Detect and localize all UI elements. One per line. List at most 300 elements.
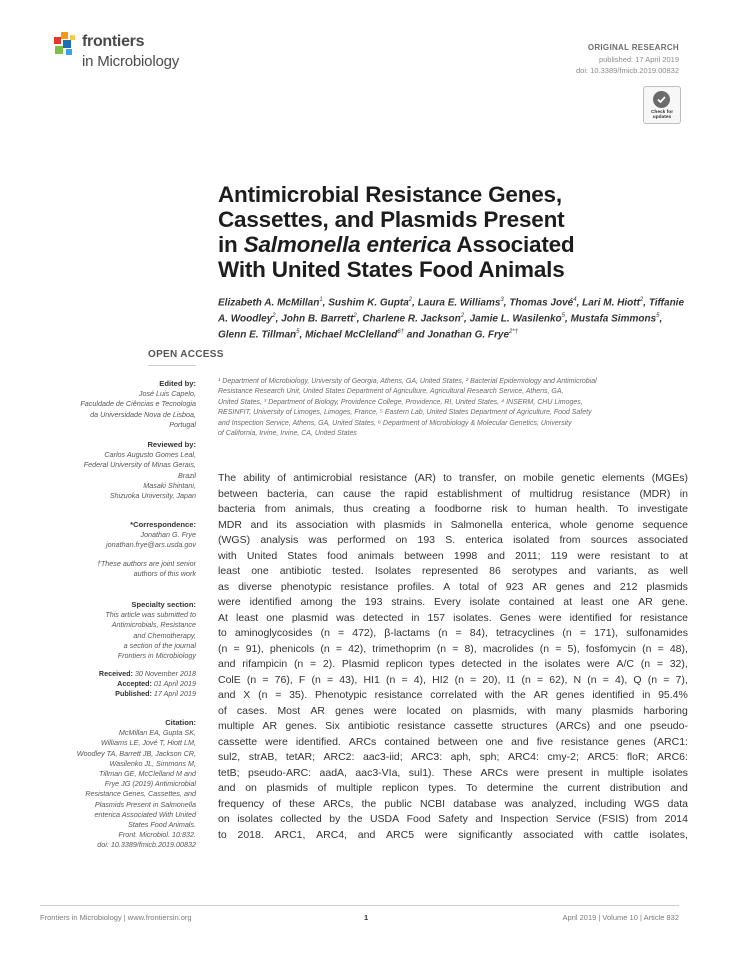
abstract-word: (AR): [414, 472, 436, 484]
abstract-word: isolates: [237, 813, 273, 825]
abstract-word: phenotypic: [280, 580, 332, 593]
abstract-word: phenicols: [269, 642, 315, 655]
abstract-word: antibiotic: [348, 720, 390, 732]
accepted-label: Accepted:: [117, 679, 152, 689]
abstract-word: genome: [595, 518, 634, 531]
abstract-word: pseudo-ARC:: [248, 766, 312, 779]
abstract-line: [218, 564, 688, 580]
published-value: 17 April 2019: [153, 689, 196, 699]
abstract-word: 32),: [669, 658, 688, 670]
abstract-word: resistance: [640, 611, 688, 624]
abstract-word: least: [218, 565, 241, 577]
author-name[interactable]: Jonathan G. Frye: [427, 328, 510, 340]
abstract-word: and: [593, 580, 611, 593]
frontiers-logo-icon: [52, 32, 78, 58]
abstract-word: (n: [521, 673, 531, 686]
editor-line: da Universidade Nova de Lisboa,: [90, 409, 196, 419]
abstract-word: plasmids: [646, 580, 688, 593]
abstract-word: correlated: [430, 689, 477, 701]
abstract-word: and: [357, 828, 376, 841]
affiliation-line: RESINFIT, University of Limoges, Limoges, France, ⁵ Eastern Lab, United States Department of Agriculture, Food Safety: [218, 409, 592, 417]
abstract-word: total: [459, 580, 480, 593]
abstract-word: cassette: [453, 720, 494, 732]
abstract-word: tetB;: [218, 766, 240, 779]
abstract-word: at: [679, 549, 688, 562]
abstract-word: resistance: [359, 472, 408, 484]
abstract-word: aadA,: [319, 766, 347, 779]
abstract-word: detected: [362, 611, 404, 624]
reviewer-line: Brazil: [178, 470, 196, 480]
abstract-word: (n: [218, 642, 228, 655]
abstract-word: sul2,: [218, 751, 241, 763]
abstract-word: profiles.: [397, 580, 435, 593]
abstract-word: States: [287, 549, 318, 562]
abstract-word: least: [580, 596, 604, 608]
abstract-word: =: [455, 627, 462, 639]
abstract-word: plasmids: [383, 518, 426, 531]
edited-by-block: [40, 379, 196, 430]
abstract-word: 91),: [245, 642, 264, 655]
abstract-word: diverse: [238, 580, 272, 593]
author-name[interactable]: Jamie L. Wasilenko: [469, 313, 562, 325]
dates-block: [40, 669, 196, 700]
abstract-word: whole: [559, 518, 588, 531]
abstract-word: creating: [372, 503, 411, 515]
abstract-word: multidrug: [529, 487, 573, 500]
abstract-word: one: [485, 735, 504, 748]
abstract-word: ARCs,: [323, 797, 354, 810]
abstract-word: between: [404, 549, 444, 562]
abstract-word: to: [516, 503, 526, 515]
abstract-word: 157: [427, 611, 446, 624]
abstract-word: 4),: [615, 673, 628, 686]
author-name[interactable]: Tiffanie A. Woodley: [218, 297, 685, 325]
brand-name: frontiers: [82, 33, 145, 50]
abstract-word: 119: [550, 549, 568, 562]
abstract-line: [218, 766, 688, 782]
abstract-word: distribution: [609, 782, 661, 794]
check-updates-label: Check for updates: [650, 110, 674, 120]
abstract-word: =: [310, 658, 317, 670]
abstract-word: establishment: [437, 487, 503, 500]
author-affiliation-marker: 2: [460, 312, 465, 319]
abstract-word: were: [577, 549, 601, 562]
abstract-word: its: [276, 518, 288, 531]
abstract-word: Food: [406, 813, 431, 825]
abstract-word: ARC5:: [587, 751, 619, 763]
abstract-word: AR: [310, 704, 325, 717]
abstract-word: multiple: [218, 720, 255, 732]
abstract-word: between: [437, 735, 478, 748]
abstract-word: and: [670, 782, 688, 794]
abstract-word: one: [251, 565, 269, 577]
abstract-word: and: [475, 813, 493, 825]
title-line: With United States Food Animals: [218, 257, 565, 282]
abstract-word: and: [487, 549, 505, 562]
abstract-word: (n: [647, 673, 658, 686]
abstract-word: isolates,: [649, 828, 688, 841]
specialty-line: Frontiers in Microbiology: [117, 651, 196, 661]
abstract-word: tetracyclines: [495, 627, 555, 639]
abstract-word: the: [543, 782, 558, 794]
abstract-word: 35).: [289, 689, 308, 701]
abstract-word: were: [586, 658, 610, 670]
abstract-word: can: [316, 487, 334, 500]
editor-line: Portugal: [169, 419, 196, 429]
abstract-word: genes: [555, 689, 585, 701]
abstract-word: floR;: [626, 751, 649, 763]
author-affiliation-marker: 5: [656, 312, 660, 319]
abstract-word: one: [611, 596, 630, 608]
abstract-word: enterica: [465, 534, 503, 546]
note-line: authors of this work: [133, 569, 196, 579]
abstract-word: antimicrobial: [293, 472, 353, 484]
abstract-word: Inspection: [500, 813, 549, 825]
abstract-word: sul1).: [408, 766, 435, 779]
abstract-line: [218, 688, 688, 704]
abstract-word: contained: [384, 735, 430, 748]
abstract-word: was: [504, 797, 524, 810]
abstract-word: aminoglycosides: [234, 627, 313, 639]
abstract-word: with: [356, 518, 376, 531]
abstract-word: on: [218, 813, 230, 825]
journal-logo[interactable]: [52, 30, 222, 78]
abstract-word: To: [466, 782, 478, 794]
specialty-line: Antimicrobials, Resistance: [111, 620, 196, 630]
abstract-word: ARC3:: [411, 751, 443, 763]
abstract-word: identified: [592, 689, 635, 701]
abstract-word: mobile: [522, 472, 554, 484]
abstract-word: 76),: [274, 673, 293, 686]
abstract-word: of: [317, 782, 327, 794]
abstract-word: 84),: [469, 627, 488, 639]
abstract-word: one: [624, 720, 642, 732]
abstract-word: present: [547, 766, 583, 779]
abstract-word: of: [511, 487, 521, 500]
abstract-line: [218, 611, 688, 627]
abstract-word: sequence: [642, 518, 688, 531]
author-name[interactable]: Glenn E. Tillman: [218, 328, 297, 340]
abstract-word: isolated: [513, 534, 550, 546]
author-affiliation-marker: 6†: [397, 328, 405, 335]
abstract-word: performed: [337, 534, 386, 546]
abstract-word: located: [406, 704, 441, 717]
abstract-word: among: [300, 596, 333, 608]
abstract-line: [218, 704, 688, 720]
author-affiliation-marker: 4: [573, 297, 577, 303]
abstract-word: (n: [454, 673, 464, 686]
abstract-word: =: [656, 658, 663, 670]
reviewer-line: Shizuoka University, Japan: [109, 491, 196, 501]
abstract-word: on: [395, 534, 408, 546]
abstract-word: 8),: [464, 642, 477, 655]
abstract-word: 62),: [549, 673, 568, 686]
citation-block: [40, 718, 196, 851]
author-name[interactable]: Thomas Jové: [509, 297, 574, 309]
doi-link[interactable]: doi: 10.3389/fmicb.2019.00832: [576, 66, 679, 75]
citation-line: enterica Associated With United: [94, 809, 196, 819]
abstract-word: cmy-2;: [547, 751, 579, 763]
abstract-word: and: [598, 720, 616, 732]
abstract-word: data: [667, 797, 688, 810]
author-affiliation-marker: 5: [561, 312, 566, 319]
abstract-word: elements: [602, 472, 645, 484]
abstract-word: AR: [532, 580, 547, 593]
abstract-word: variants,: [596, 565, 637, 577]
abstract-word: in: [642, 689, 651, 701]
abstract-word: USDA: [369, 813, 400, 825]
footer-volume-info: April 2019 | Volume 10 | Article 832: [562, 913, 679, 922]
author-name[interactable]: John B. Barrett: [281, 313, 354, 325]
abstract-word: cassette: [218, 735, 258, 748]
abstract-word: AR: [262, 720, 278, 732]
author-name[interactable]: Michael McClelland: [305, 328, 398, 340]
journal-name: in Microbiology: [82, 53, 180, 70]
abstract-word: AR: [638, 596, 653, 608]
abstract-word: =: [335, 642, 342, 655]
abstract-word: X: [243, 689, 251, 701]
received-label: Received:: [98, 669, 133, 678]
citation-line: Plasmids Present in Salmonella: [94, 799, 196, 809]
abstract-word: genes: [555, 580, 585, 593]
abstract-word: was: [336, 611, 355, 624]
author-affiliation-marker: 5: [296, 328, 300, 335]
author-name[interactable]: Mustafa Simmons: [570, 313, 657, 325]
abstract-line: [218, 642, 688, 658]
abstract-word: 48),: [669, 642, 688, 655]
abstract-word: ARC5: [386, 828, 415, 841]
abstract-word: tested.: [332, 565, 364, 577]
abstract-line: [218, 719, 688, 735]
abstract-word: ARC1,: [274, 828, 306, 841]
abstract-word: risk: [491, 503, 508, 515]
abstract-word: from: [559, 534, 581, 546]
abstract-word: ability: [243, 472, 271, 484]
abstract-word: analysis: [260, 534, 299, 546]
abstract-word: health.: [576, 503, 609, 515]
abstract-word: aac3-VIa,: [355, 766, 401, 779]
abstract-word: ARCs: [480, 766, 508, 779]
abstract-word: on: [504, 472, 516, 484]
affiliation-line: and Inspection Service, Athens, GA, United States, ⁶ Department of Microbiology & Molecular Genetics, University: [218, 419, 572, 427]
published-date-sidebar: [40, 689, 196, 699]
abstract-word: resistance: [374, 689, 423, 701]
reviewer-line[interactable]: Carlos Augusto Gomes Leal,: [104, 450, 196, 460]
abstract-word: with: [218, 549, 237, 562]
abstract-line: [218, 580, 688, 596]
abstract-word: in: [679, 487, 688, 500]
abstract-word: =: [262, 673, 269, 686]
abstract-word: resistance: [397, 720, 446, 732]
author-name[interactable]: Charlene R. Jackson: [362, 313, 461, 325]
abstract-word: =: [537, 673, 544, 686]
abstract-word: in: [433, 518, 443, 531]
title-species: Salmonella enterica: [243, 232, 452, 257]
reviewed-by-block: [40, 440, 196, 501]
abstract-word: isolate: [469, 596, 500, 608]
abstract-line: [218, 518, 688, 534]
specialty-heading: Specialty section:: [131, 600, 196, 609]
citation-line: Tillman GE, McClelland M and: [99, 769, 196, 779]
abstract-word: genes: [616, 735, 646, 748]
abstract-word: structures: [501, 720, 548, 732]
correspondence-block: [40, 520, 196, 551]
abstract-word: the: [361, 797, 377, 810]
abstract-word: in: [508, 658, 517, 670]
abstract-word: (n: [562, 627, 572, 639]
editor-line[interactable]: José Luis Capelo,: [138, 389, 196, 399]
abstract-word: were: [538, 611, 562, 624]
affiliations: [218, 377, 688, 439]
abstract-word: resistance: [340, 580, 389, 593]
abstract-word: =: [275, 689, 282, 701]
author-list: Elizabeth A. McMillan$^1$, Sushim K. Gupta$^2$, Laura E. Williams$^3$, Thomas Jové$^4$, Lari M. Hiott$^2$, Tiffanie A. Woodley$^2$, John B. Barrett$^2$, Charlene R. Jackson$^2$, Jamie L. Wasilenko$^5$, Mustafa Simmons$^5$, Glenn E. Tillman$^5$, Michael McClelland$^{6\dagger}$ and Jonathan G. Frye$^{2*\dagger}$: [218, 297, 685, 340]
abstract-word: on: [450, 704, 463, 717]
correspondence-heading: *Correspondence:: [130, 520, 196, 529]
abstract-line: [218, 797, 688, 813]
correspondence-name: Jonathan G. Frye: [140, 530, 196, 540]
abstract-word: =: [470, 673, 477, 686]
abstract-word: resistant: [610, 549, 651, 562]
abstract-word: in: [411, 611, 420, 624]
abstract-word: F: [298, 673, 306, 686]
abstract-word: To: [617, 503, 629, 515]
abstract-word: =: [602, 673, 609, 686]
abstract-word: from: [264, 503, 286, 515]
abstract-word: enterica,: [511, 518, 552, 531]
accepted-value: 01 April 2019: [153, 679, 196, 689]
author-name[interactable]: Laura E. Williams: [417, 297, 501, 309]
abstract-word: the: [523, 658, 538, 670]
article-title: [218, 182, 678, 282]
abstract-word: 171),: [594, 627, 619, 639]
author-name[interactable]: Sushim K. Gupta: [328, 297, 409, 309]
abstract-word: β-lactams: [384, 627, 430, 639]
author-name[interactable]: Elizabeth A. McMillan: [218, 297, 320, 309]
abstract-word: the: [347, 813, 363, 825]
abstract-word: genes: [335, 704, 364, 717]
abstract-word: =: [338, 627, 345, 639]
footer-journal-link[interactable]: Frontiers in Microbiology | www.frontiersin.org: [40, 913, 192, 922]
check-for-updates-button[interactable]: [643, 86, 681, 124]
abstract-word: as: [647, 565, 659, 577]
abstract-word: ARC4:: [507, 751, 539, 763]
abstract-word: and: [250, 518, 268, 531]
title-line: [218, 232, 678, 257]
specialty-line: a section of the journal: [123, 640, 196, 650]
abstract-word: for: [619, 611, 632, 624]
abstract-word: (n: [320, 642, 330, 655]
abstract-word: resistance: [582, 487, 631, 500]
citation-line: Williams LE, Jové T, Hiott LM,: [100, 738, 196, 748]
abstract-word: 212: [619, 580, 638, 593]
abstract-word: detected: [461, 658, 502, 670]
abstract-line: [218, 735, 688, 751]
abstract-line: [218, 533, 688, 549]
abstract-word: 472),: [352, 627, 377, 639]
abstract-word: was: [308, 534, 328, 546]
abstract-word: from: [636, 813, 658, 825]
author-affiliation-marker: 3: [500, 297, 504, 303]
abstract-word: Phenotypic: [314, 689, 367, 701]
abstract-word: isolates: [652, 766, 688, 779]
accepted-date: [40, 679, 196, 689]
article-type: ORIGINAL RESEARCH: [587, 43, 679, 52]
abstract-word: 923: [505, 580, 524, 593]
abstract-word: bacteria: [218, 503, 256, 515]
abstract-word: (ARC1:: [653, 735, 688, 748]
abstract-word: isolates: [544, 658, 581, 670]
citation-line: Woodley TA, Barrett JB, Jackson CR,: [76, 748, 196, 758]
citation-heading: Citation:: [165, 718, 196, 727]
reviewer-line[interactable]: Masaki Shintani,: [143, 480, 196, 490]
abstract-line: [218, 673, 688, 689]
specialty-line: This article was submitted to: [105, 610, 196, 620]
abstract-word: of: [277, 472, 287, 484]
abstract-word: the: [380, 487, 396, 500]
abstract-word: were: [424, 828, 448, 841]
author-name[interactable]: Lari M. Hiott: [582, 297, 640, 309]
abstract-word: A/C: [616, 658, 634, 670]
abstract-word: analyzed,: [531, 797, 577, 810]
received-date: [40, 669, 196, 679]
abstract-word: Every: [433, 596, 461, 608]
abstract-word: well: [669, 565, 688, 577]
abstract-word: a: [419, 503, 426, 515]
abstract-word: rifampicin: [242, 658, 288, 670]
affiliation-line: of California, Irvine, Irvine, CA, United States: [218, 430, 357, 438]
affiliation-line: United States, ³ Department of Biology, Providence College, Providence, RI, United States, ⁴ INSERM, CHU Limoges,: [218, 398, 583, 406]
footer-divider: [40, 905, 679, 906]
abstract-word: NCBI: [420, 797, 446, 810]
abstract-line: [218, 595, 688, 611]
abstract-word: plasmids,: [472, 704, 518, 717]
abstract-word: collected: [280, 813, 322, 825]
title-text: in: [218, 232, 244, 257]
note-line: †These authors are joint senior: [96, 559, 196, 568]
abstract-word: cases.: [236, 704, 268, 717]
abstract-word: plasmids: [266, 782, 308, 794]
abstract-word: 193: [417, 534, 436, 546]
abstract-word: 1998: [453, 549, 478, 562]
citation-line: Front. Microbiol. 10:832.: [118, 830, 196, 840]
citation-doi[interactable]: doi: 10.3389/fmicb.2019.00832: [97, 840, 196, 850]
joint-authors-note: [40, 559, 196, 579]
abstract-word: as: [218, 580, 230, 593]
abstract-word: with: [527, 704, 546, 717]
abstract-word: plasmids: [591, 704, 634, 717]
abstract-word: isolates.: [453, 611, 492, 624]
abstract-word: 7),: [675, 673, 688, 686]
abstract-word: =: [579, 627, 586, 639]
abstract-word: investigate: [637, 503, 688, 515]
abstract-word: gene.: [661, 596, 688, 608]
abstract-word: S.: [445, 534, 456, 546]
affiliation-line: Resistance Research Unit, United States Department of Agriculture, Agricultural Research Service, Athens, GA,: [218, 388, 564, 396]
abstract-word: to: [660, 549, 670, 562]
title-line: Cassettes, and Plasmids Present: [218, 207, 565, 232]
title-line: Antimicrobial Resistance Genes,: [218, 182, 562, 207]
abstract-word: genetic: [561, 472, 595, 484]
abstract-word: =: [555, 642, 562, 655]
abstract-word: determine: [486, 782, 534, 794]
abstract-word: (n: [311, 673, 321, 686]
correspondence-email[interactable]: jonathan.frye@ars.usda.gov: [105, 540, 196, 550]
abstract-word: Genes: [499, 611, 531, 624]
abstract-line: [218, 502, 688, 518]
title-text: Associated: [451, 232, 575, 257]
abstract-word: animals: [357, 549, 394, 562]
